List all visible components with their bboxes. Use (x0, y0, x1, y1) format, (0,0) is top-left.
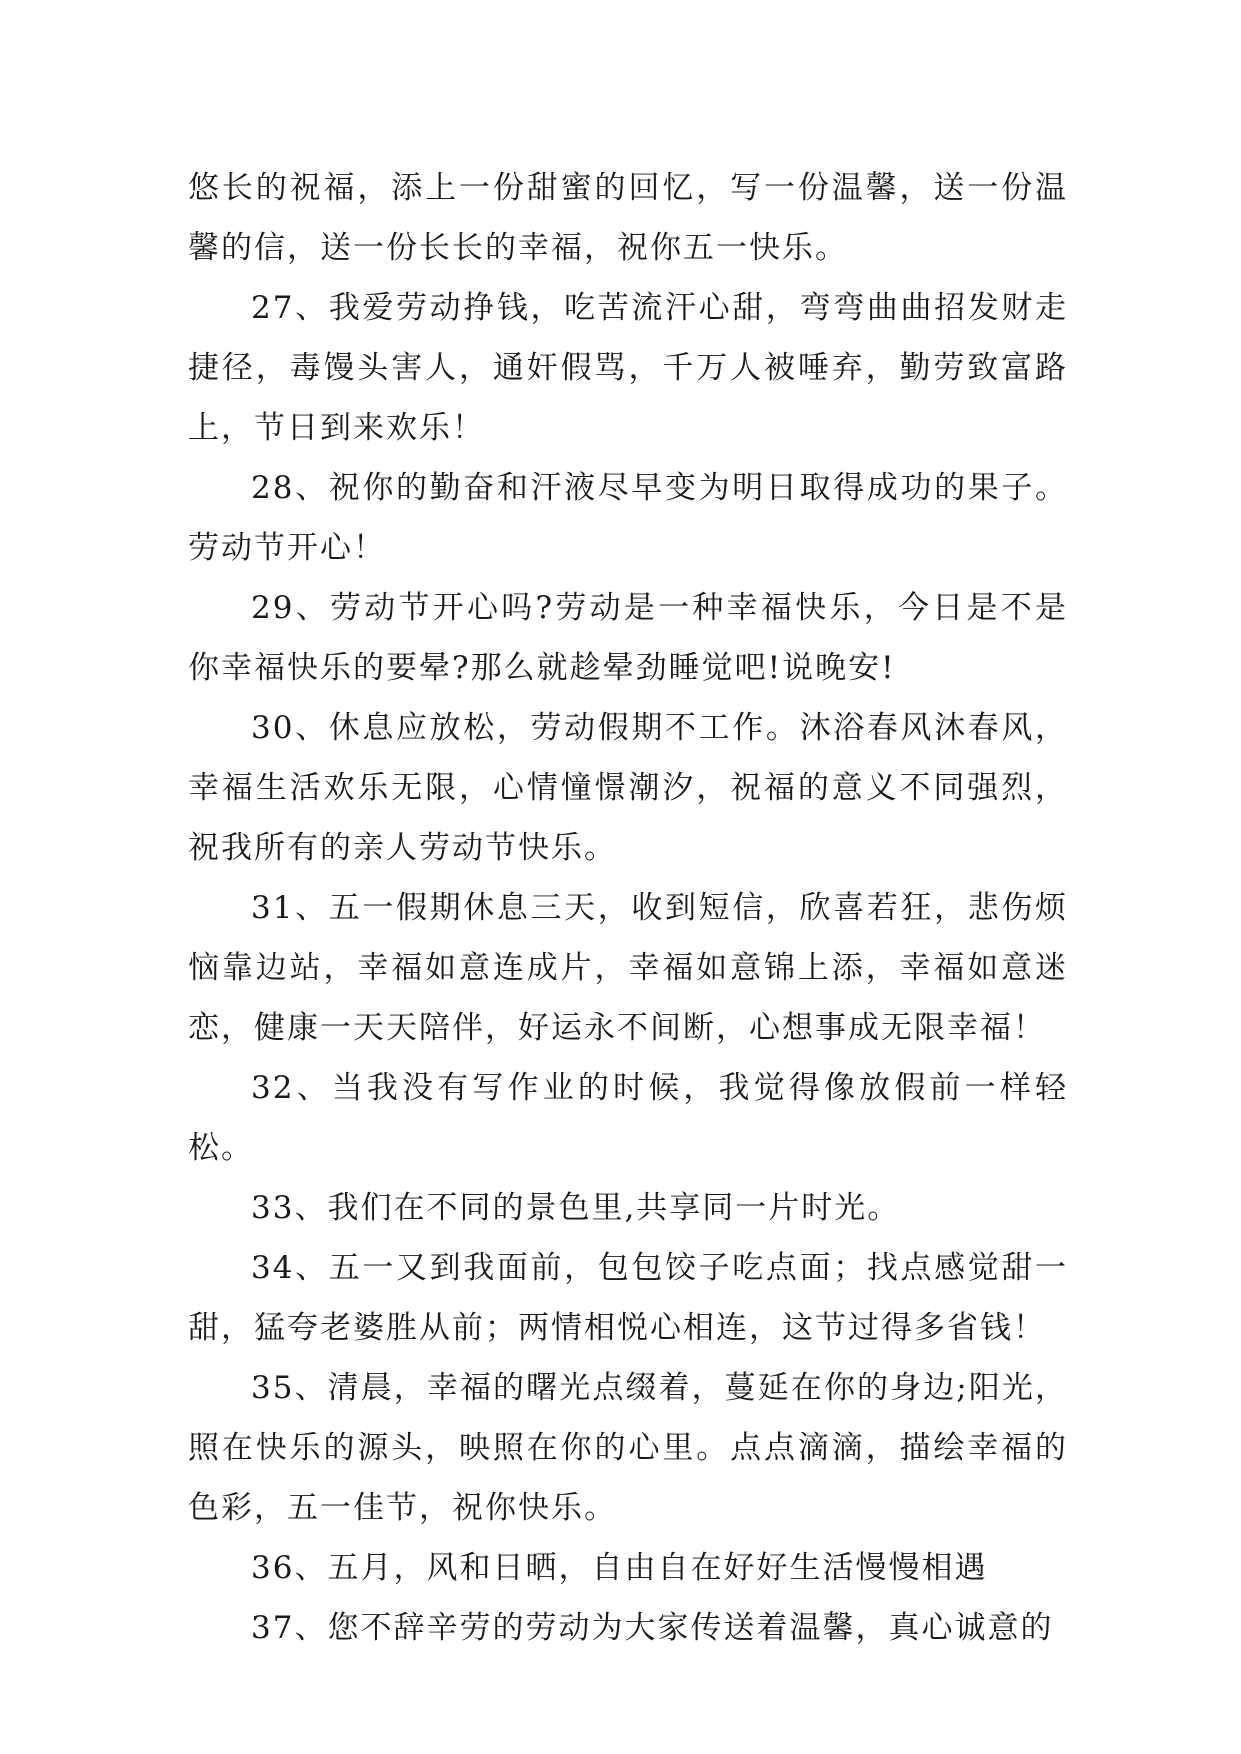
paragraph: 33、我们在不同的景色里,共享同一片时光。 (251, 1190, 901, 1226)
paragraph: 29、劳动节开心吗?劳动是一种幸福快乐，今日是不是你幸福快乐的要晕?那么就趁晕劲睡觉吧!说晚安! (188, 590, 1068, 686)
paragraph: 31、五一假期休息三天，收到短信，欣喜若狂，悲伤烦恼靠边站，幸福如意连成片，幸福如意锦上添，幸福如意迷恋，健康一天天陪伴，好运永不间断，心想事成无限幸福！ (188, 890, 1068, 1046)
paragraph: 35、清晨，幸福的曙光点缀着，蔓延在你的身边;阳光，照在快乐的源头，映照在你的心里。点点滴滴，描绘幸福的色彩，五一佳节，祝你快乐。 (188, 1370, 1068, 1526)
paragraph: 悠长的祝福，添上一份甜蜜的回忆，写一份温馨，送一份温馨的信，送一份长长的幸福，祝你五一快乐。 (188, 170, 1068, 266)
paragraph: 28、祝你的勤奋和汗液尽早变为明日取得成功的果子。劳动节开心！ (188, 470, 1068, 566)
paragraph: 32、当我没有写作业的时候，我觉得像放假前一样轻松。 (188, 1070, 1068, 1166)
document-body (188, 158, 1068, 1658)
paragraph: 30、休息应放松，劳动假期不工作。沐浴春风沐春风，幸福生活欢乐无限，心情憧憬潮汐，祝福的意义不同强烈，祝我所有的亲人劳动节快乐。 (188, 710, 1068, 866)
paragraph: 34、五一又到我面前，包包饺子吃点面；找点感觉甜一甜，猛夸老婆胜从前；两情相悦心相连，这节过得多省钱！ (188, 1250, 1068, 1346)
paragraph: 36、五月，风和日晒，自由自在好好生活慢慢相遇 (251, 1550, 988, 1586)
paragraph: 37、您不辞辛劳的劳动为大家传送着温馨，真心诚意的 (251, 1610, 1054, 1646)
paragraph: 27、我爱劳动挣钱，吃苦流汗心甜，弯弯曲曲招发财走捷径，毒馒头害人，通奸假骂，千万人被唾弃，勤劳致富路上，节日到来欢乐！ (188, 290, 1068, 446)
